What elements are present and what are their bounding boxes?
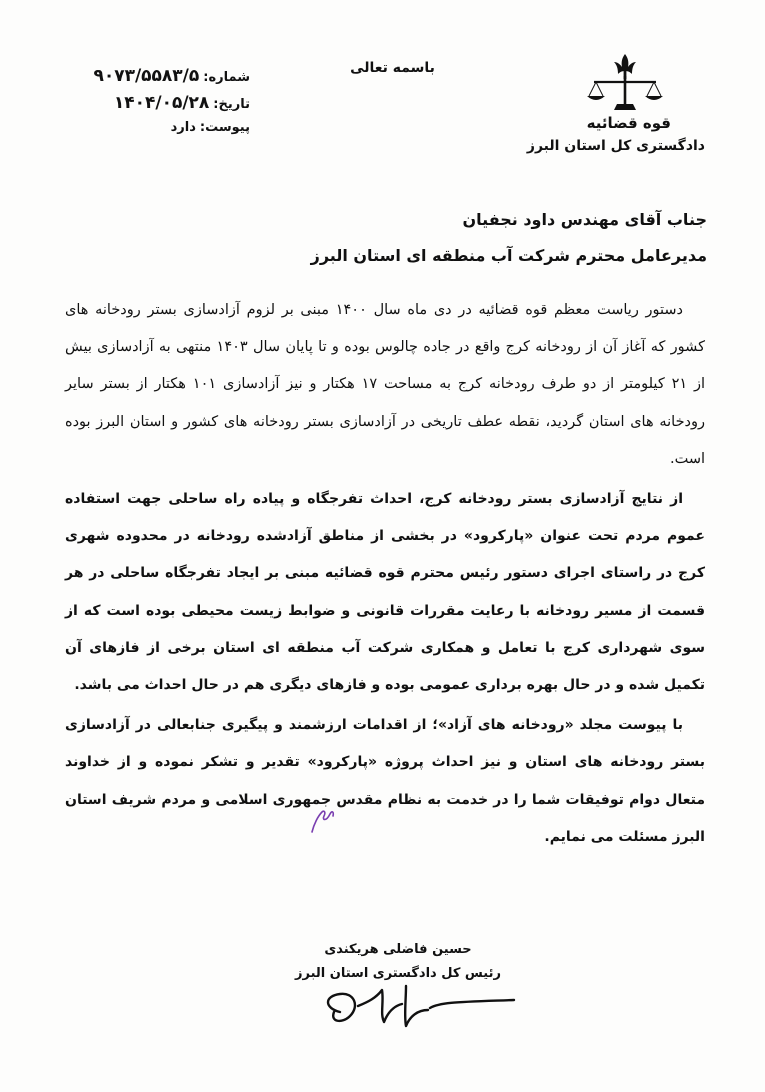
handwritten-pen-mark bbox=[308, 806, 338, 836]
court-name: دادگستری کل استان البرز bbox=[526, 138, 705, 154]
letter-attachment-label: پیوست: bbox=[199, 120, 250, 135]
signer-title: رئیس کل دادگستری استان البرز bbox=[295, 966, 501, 981]
invocation-heading: باسمه تعالی bbox=[350, 60, 435, 76]
letter-attachment-value: دارد bbox=[170, 120, 196, 135]
judiciary-name: قوه قضائیه bbox=[586, 114, 671, 132]
letter-metadata bbox=[70, 66, 250, 147]
handwritten-signature bbox=[310, 972, 520, 1042]
letter-date-label: تاریخ: bbox=[213, 97, 250, 112]
letter-body bbox=[65, 292, 705, 859]
letter-number-label: شماره: bbox=[203, 70, 250, 85]
recipient-block bbox=[67, 202, 707, 274]
body-paragraph-2: از نتایج آزادسازی بستر رودخانه کرج، احداث تفرجگاه و پیاده راه ساحلی جهت استفاده عموم مردم تحت عنوان «پارکرود» در بخشی از مناطق آزادشده رودخانه در محدوده شهری کرج در راستای اجرای دستور رئیس محترم قوه قضائیه مبنی بر ایجاد تفرجگاه ساحلی در هر قسمت از مسیر رودخانه با رعایت مقررات قانونی و ضوابط زیست محیطی بوده است که از سوی شهرداری کرج با تعامل و همکاری شرکت آب منطقه ای استان برخی از فازهای آن تکمیل شده و در حال بهره برداری عمومی بوده و فازهای دیگری هم در حال احداث می باشد. bbox=[65, 491, 705, 694]
body-paragraph-3: با پیوست مجلد «رودخانه های آزاد»؛ از اقدامات ارزشمند و پیگیری جنابعالی در آزادسازی بستر رودخانه های استان و نیز احداث پروژه «پارکرود» تقدیر و تشکر نموده و از خداوند متعال دوام توفیقات شما را در خدمت به نظام مقدس جمهوری اسلامی و مردم شریف استان البرز مسئلت می نمایم. bbox=[65, 717, 705, 845]
letter-number-row bbox=[70, 66, 250, 93]
recipient-name: جناب آقای مهندس داود نجفیان bbox=[462, 210, 707, 229]
letter-date-value: ۱۴۰۴/۰۵/۲۸ bbox=[113, 93, 210, 113]
recipient-title: مدیرعامل محترم شرکت آب منطقه ای استان البرز bbox=[310, 246, 707, 265]
letter-attachment-row bbox=[70, 120, 250, 147]
letter-date-row bbox=[70, 93, 250, 120]
signer-name: حسین فاضلی هریکندی bbox=[324, 942, 472, 957]
body-paragraph-1: دستور ریاست معظم قوه قضائیه در دی ماه سال ۱۴۰۰ مبنی بر لزوم آزادسازی بستر رودخانه های کشور که آغاز آن از رودخانه کرج واقع در جاده چالوس بوده و تا پایان سال ۱۴۰۳ منتهی به آزادسازی بیش از ۲۱ کیلومتر از دو طرف رودخانه کرج به مساحت ۱۷ هکتار و نیز آزادسازی ۱۰۱ هکتار از بستر سایر رودخانه های استان گردید، نقطه عطف تاریخی در آزادسازی بستر رودخانه های کشور و استان البرز بوده است. bbox=[65, 302, 706, 467]
letter-number-value: ۹۰۷۳/۵۵۸۳/۵ bbox=[93, 66, 200, 86]
